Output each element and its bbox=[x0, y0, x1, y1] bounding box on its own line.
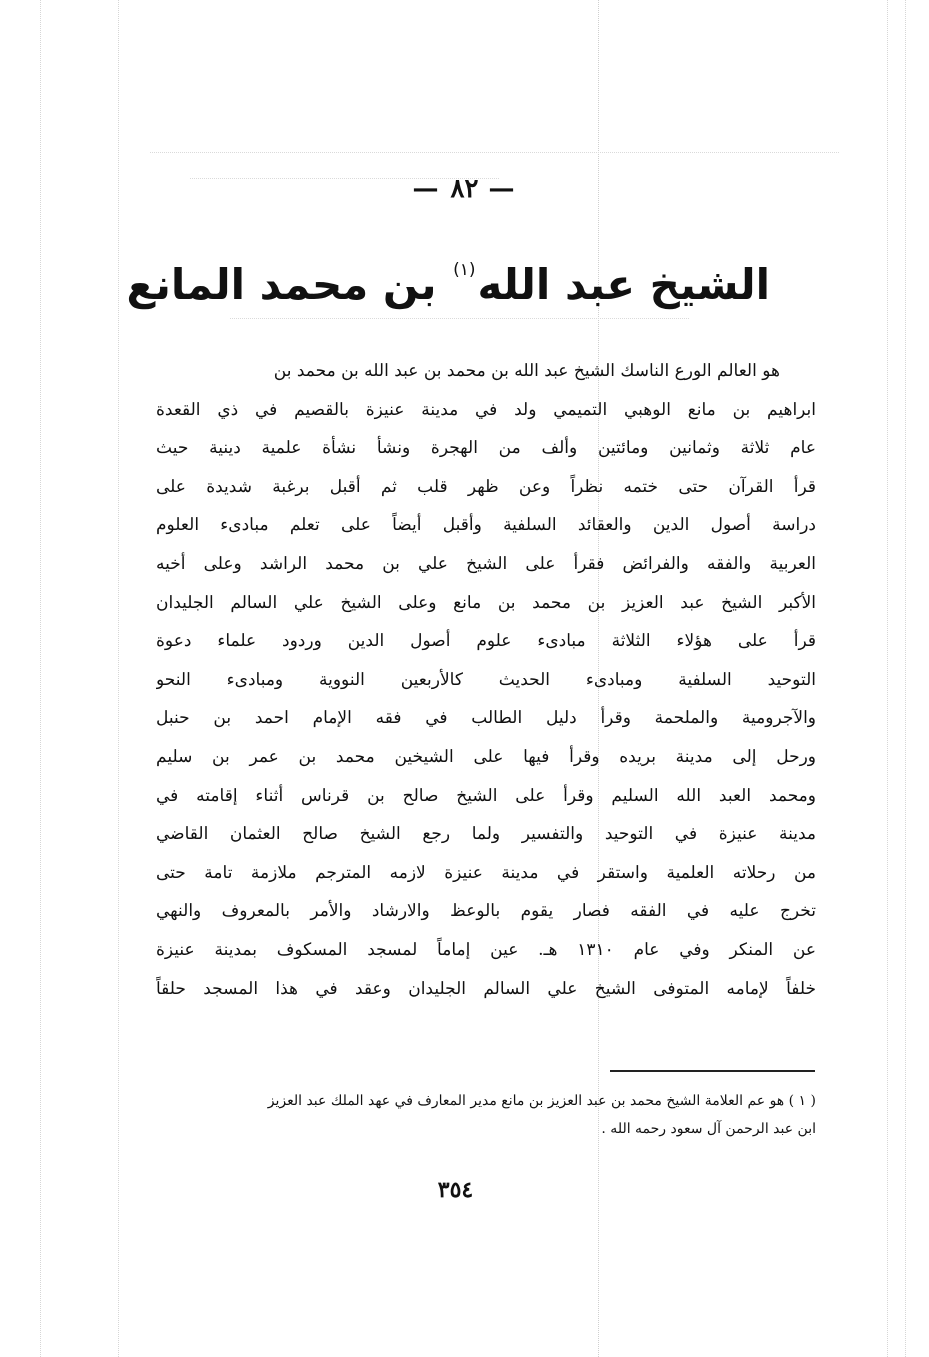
body-line: تخرج عليه في الفقه فصار يقوم بالوعظ والارشاد والأمر بالمعروف والنهي bbox=[156, 901, 816, 922]
footnotes bbox=[150, 1087, 816, 1143]
body-line: من رحلاته العلمية واستقر في مدينة عنيزة لازمه المترجم ملازمة تامة حتى bbox=[156, 862, 816, 883]
page-marker-number: ٨٢ bbox=[450, 174, 479, 204]
body-line: قرأ على هؤلاء الثلاثة مبادىء علوم أصول الدين وردود علماء دعوة bbox=[156, 631, 816, 652]
body-line: دراسة أصول الدين والعقائد السلفية وأقبل أيضاً على تعلم مبادىء العلوم bbox=[156, 515, 816, 536]
footnote-divider bbox=[610, 1070, 815, 1072]
title-part-2: بن محمد المانع bbox=[126, 260, 437, 309]
marker-dash-icon: — bbox=[412, 174, 441, 204]
title-part-1: الشيخ عبد الله bbox=[477, 260, 770, 309]
body-line: ومحمد العبد الله السليم وقرأ على الشيخ صالح بن قرناس أثناء إقامته في bbox=[156, 785, 816, 806]
body-line: والآجرومية والملحمة وقرأ دليل الطالب في فقه الإمام احمد بن حنبل bbox=[156, 708, 816, 729]
footnote-line: ابن عبد الرحمن آل سعود رحمه الله . bbox=[601, 1121, 816, 1137]
body-line: مدينة عنيزة في التوحيد والتفسير ولما رجع الشيخ صالح العثمان القاضي bbox=[156, 824, 816, 845]
body-line: عن المنكر وفي عام ١٣١٠ هـ. عين إماماً لمسجد المسكوف بمدينة عنيزة bbox=[156, 939, 816, 960]
marker-dash-icon: — bbox=[488, 174, 517, 204]
body-line: العربية والفقه والفرائض فقرأ على الشيخ علي بن محمد الراشد وعلى أخيه bbox=[156, 553, 816, 574]
biography-body bbox=[156, 352, 816, 1008]
body-line: التوحيد السلفية ومبادىء الحديث كالأربعين النووية ومبادىء النحو bbox=[156, 669, 816, 690]
section-page-marker bbox=[0, 174, 929, 204]
body-line: ورحل إلى مدينة بريده وقرأ فيها على الشيخين محمد بن عمر بن سليم bbox=[156, 746, 816, 767]
biography-title bbox=[126, 238, 770, 317]
body-line: هو العالم الورع الناسك الشيخ عبد الله بن محمد بن عبد الله بن محمد بن bbox=[273, 361, 780, 381]
footnote-line: ( ١ ) هو عم العلامة الشيخ محمد بن عبد العزيز بن مانع مدير المعارف في عهد الملك عبد العزيز bbox=[267, 1093, 816, 1109]
scan-bleed-through bbox=[150, 152, 839, 153]
body-line: ابراهيم بن مانع الوهبي التميمي ولد في مدينة عنيزة بالقصيم في ذي القعدة bbox=[156, 399, 816, 420]
title-footnote-ref: (١) bbox=[453, 260, 476, 280]
body-line: قرأ القرآن حتى ختمه نظراً وعن ظهر قلب ثم أقبل برغبة شديدة على bbox=[156, 476, 816, 497]
body-line: عام ثلاثة وثمانين ومائتين وألف من الهجرة ونشأ نشأة علمية دينية حيث bbox=[156, 438, 816, 459]
body-line: الأكبر الشيخ عبد العزيز بن محمد بن مانع وعلى الشيخ علي السالم الجليدان bbox=[156, 592, 816, 613]
page-number: ٣٥٤ bbox=[437, 1177, 474, 1203]
scan-bleed-through bbox=[230, 318, 689, 319]
body-line: خلفاً لإمامه المتوفى الشيخ علي السالم الجليدان وعقد في هذا المسجد حلقاً bbox=[156, 978, 816, 999]
